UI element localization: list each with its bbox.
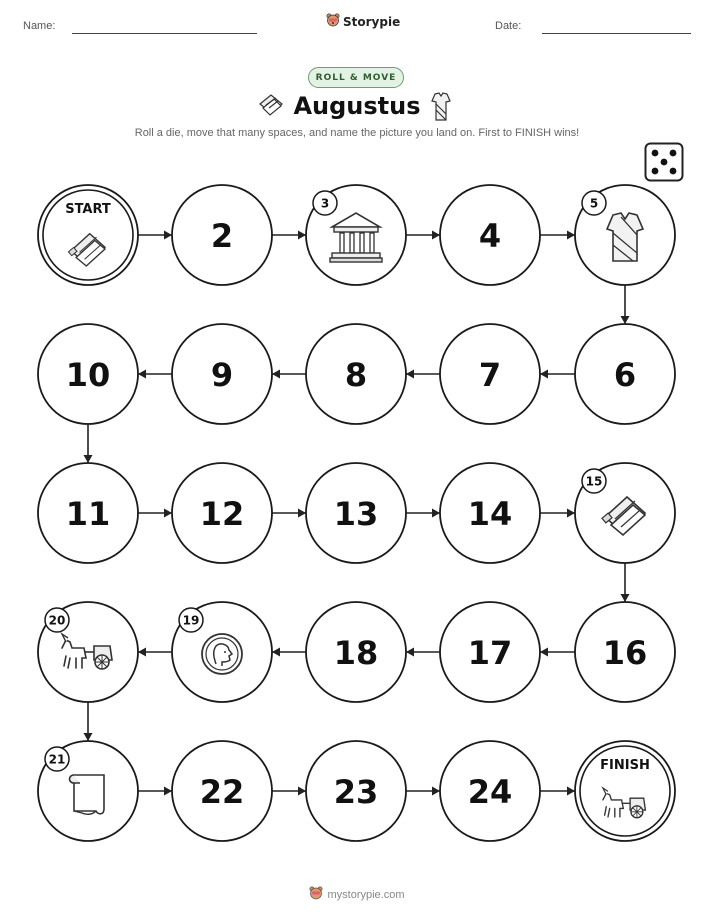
space-number: 3	[320, 196, 330, 211]
date-label: Date:	[495, 20, 522, 32]
board-space-5	[575, 185, 675, 285]
board-space-11	[38, 463, 138, 563]
space-number: 2	[210, 217, 234, 255]
arrow-head	[138, 648, 146, 657]
space-number: 21	[48, 752, 66, 767]
arrow-head	[164, 509, 172, 518]
board-space-14	[440, 463, 540, 563]
board-space-17	[440, 602, 540, 702]
arrow-head	[540, 648, 548, 657]
arrow-head	[84, 733, 93, 741]
name-label: Name:	[23, 20, 56, 32]
board-space-18	[306, 602, 406, 702]
space-number: 10	[65, 356, 111, 394]
roll-and-move-badge: ROLL & MOVE	[308, 67, 404, 88]
arrow-head	[406, 648, 414, 657]
board-space-15	[575, 463, 675, 563]
board-space-10	[38, 324, 138, 424]
board-space-7	[440, 324, 540, 424]
bear-mascot-icon	[309, 885, 323, 904]
board-space-8	[306, 324, 406, 424]
board-space-13	[306, 463, 406, 563]
board-space-24	[440, 741, 540, 841]
space-number: 4	[478, 217, 502, 255]
space-number: 13	[333, 495, 379, 533]
instructions: Roll a die, move that many spaces, and name the picture you land on. First to FINISH wins!	[134, 127, 580, 139]
board-space-12	[172, 463, 272, 563]
board-space-4	[440, 185, 540, 285]
toga-icon	[607, 213, 643, 261]
space-number: 20	[48, 613, 66, 628]
board-space-25	[575, 741, 675, 841]
board-space-23	[306, 741, 406, 841]
arrow-head	[164, 231, 172, 240]
footer-url: mystorypie.com	[327, 888, 405, 901]
arrow-head	[298, 787, 306, 796]
board-space-16	[575, 602, 675, 702]
coin-icon	[202, 634, 242, 674]
space-number: 12	[199, 495, 245, 533]
space-number: 6	[613, 356, 637, 394]
board-space-22	[172, 741, 272, 841]
board-space-3	[306, 185, 406, 285]
arrow-head	[567, 509, 575, 518]
space-number: 5	[589, 196, 599, 211]
arrow-head	[272, 648, 280, 657]
arrow-head	[432, 787, 440, 796]
board-space-2	[172, 185, 272, 285]
arrow-head	[540, 370, 548, 379]
arrow-head	[164, 787, 172, 796]
space-number: 9	[210, 356, 234, 394]
board-space-6	[575, 324, 675, 424]
arrow-head	[567, 231, 575, 240]
space-number: 22	[199, 773, 245, 811]
space-number: 15	[585, 474, 603, 489]
arrow-head	[406, 370, 414, 379]
board-space-1	[38, 185, 138, 285]
arrow-head	[621, 594, 630, 602]
footer	[0, 885, 714, 904]
board-space-19	[172, 602, 272, 702]
arrow-head	[432, 231, 440, 240]
space-number: 24	[467, 773, 513, 811]
arrow-head	[272, 370, 280, 379]
space-number: 18	[333, 634, 379, 672]
space-label: FINISH	[600, 758, 650, 773]
space-number: 23	[333, 773, 379, 811]
arrow-head	[621, 316, 630, 324]
space-number: 14	[467, 495, 513, 533]
space-number: 16	[602, 634, 648, 672]
space-number: 11	[65, 495, 111, 533]
space-number: 8	[344, 356, 368, 394]
arrow-head	[138, 370, 146, 379]
arrow-head	[567, 787, 575, 796]
space-number: 19	[182, 613, 200, 628]
space-number: 17	[467, 634, 513, 672]
page-title: Augustus	[293, 92, 421, 120]
arrow-head	[432, 509, 440, 518]
arrow-head	[298, 231, 306, 240]
space-number: 7	[478, 356, 502, 394]
scroll-icon	[70, 775, 105, 814]
board-space-21	[38, 741, 138, 841]
board-space-9	[172, 324, 272, 424]
board-space-20	[38, 602, 138, 702]
arrow-head	[84, 455, 93, 463]
arrow-head	[298, 509, 306, 518]
brand-name: Storypie	[343, 14, 401, 29]
space-label: START	[65, 202, 111, 217]
